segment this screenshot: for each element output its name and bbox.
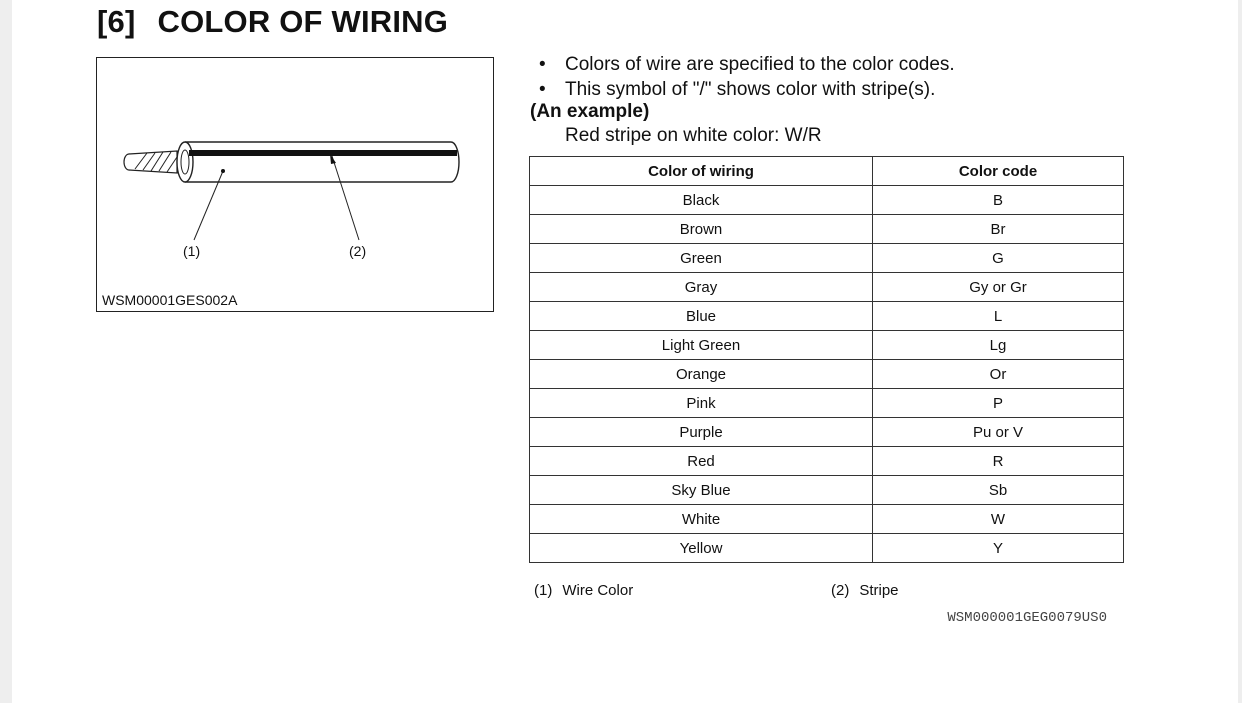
legend-label: Wire Color	[562, 582, 634, 599]
table-row	[530, 360, 1124, 389]
table-row	[530, 476, 1124, 505]
wire-color-cell: Red	[530, 447, 873, 476]
wire-insulation	[177, 142, 459, 182]
callout-1: (1)	[183, 243, 201, 259]
table-row	[530, 505, 1124, 534]
section-heading	[97, 4, 448, 40]
figure-code: WSM00001GES002A	[102, 292, 238, 308]
legend-label: Stripe	[859, 582, 899, 599]
table-row	[530, 186, 1124, 215]
table-header-row	[530, 157, 1124, 186]
wire-strands	[124, 151, 177, 173]
wire-color-cell: Light Green	[530, 331, 873, 360]
wire-figure	[96, 57, 494, 312]
document-page	[12, 0, 1238, 703]
wire-color-cell: Orange	[530, 360, 873, 389]
header-color-code: Color code	[873, 157, 1124, 186]
wire-color-cell: Brown	[530, 215, 873, 244]
table-row	[530, 215, 1124, 244]
table-row	[530, 447, 1124, 476]
document-code: WSM000001GEG0079US0	[947, 610, 1107, 626]
header-color-of-wiring: Color of wiring	[530, 157, 873, 186]
legend-item-stripe	[831, 582, 899, 599]
table-row	[530, 534, 1124, 563]
example-text: Red stripe on white color: W/R	[565, 125, 822, 146]
color-code-cell: Gy or Gr	[873, 273, 1124, 302]
legend-item-wire-color	[534, 582, 633, 599]
wire-color-cell: Gray	[530, 273, 873, 302]
table-row	[530, 302, 1124, 331]
section-number: [6]	[97, 4, 136, 39]
bullet-item	[539, 77, 955, 102]
wire-stripe	[189, 150, 457, 156]
bullet-item	[539, 52, 955, 77]
color-code-cell: P	[873, 389, 1124, 418]
wire-illustration	[97, 58, 495, 313]
color-code-cell: B	[873, 186, 1124, 215]
color-code-cell: R	[873, 447, 1124, 476]
color-code-cell: Or	[873, 360, 1124, 389]
bullet-dot: •	[539, 54, 546, 75]
color-code-cell: Br	[873, 215, 1124, 244]
color-code-cell: G	[873, 244, 1124, 273]
legend-number: (1)	[534, 582, 553, 599]
table-row	[530, 389, 1124, 418]
wire-color-cell: Green	[530, 244, 873, 273]
bullet-dot: •	[539, 79, 546, 100]
bullet-text: Colors of wire are specified to the color codes.	[565, 54, 955, 75]
color-code-cell: Sb	[873, 476, 1124, 505]
callout-2: (2)	[349, 243, 367, 259]
color-code-cell: Y	[873, 534, 1124, 563]
wire-color-cell: Sky Blue	[530, 476, 873, 505]
wire-color-cell: Yellow	[530, 534, 873, 563]
wire-color-cell: Purple	[530, 418, 873, 447]
wire-color-cell: Black	[530, 186, 873, 215]
color-code-cell: L	[873, 302, 1124, 331]
color-code-cell: W	[873, 505, 1124, 534]
legend-number: (2)	[831, 582, 850, 599]
wire-color-cell: Blue	[530, 302, 873, 331]
table-row	[530, 331, 1124, 360]
section-title: COLOR OF WIRING	[157, 4, 449, 39]
example-title: (An example)	[530, 101, 650, 122]
bullet-list	[539, 52, 955, 102]
table-row	[530, 244, 1124, 273]
wire-color-cell: White	[530, 505, 873, 534]
table-row	[530, 418, 1124, 447]
bullet-text: This symbol of "/" shows color with stripe(s).	[565, 79, 936, 100]
wire-color-cell: Pink	[530, 389, 873, 418]
color-code-cell: Lg	[873, 331, 1124, 360]
color-code-table	[529, 156, 1124, 563]
color-code-cell: Pu or V	[873, 418, 1124, 447]
table-row	[530, 273, 1124, 302]
